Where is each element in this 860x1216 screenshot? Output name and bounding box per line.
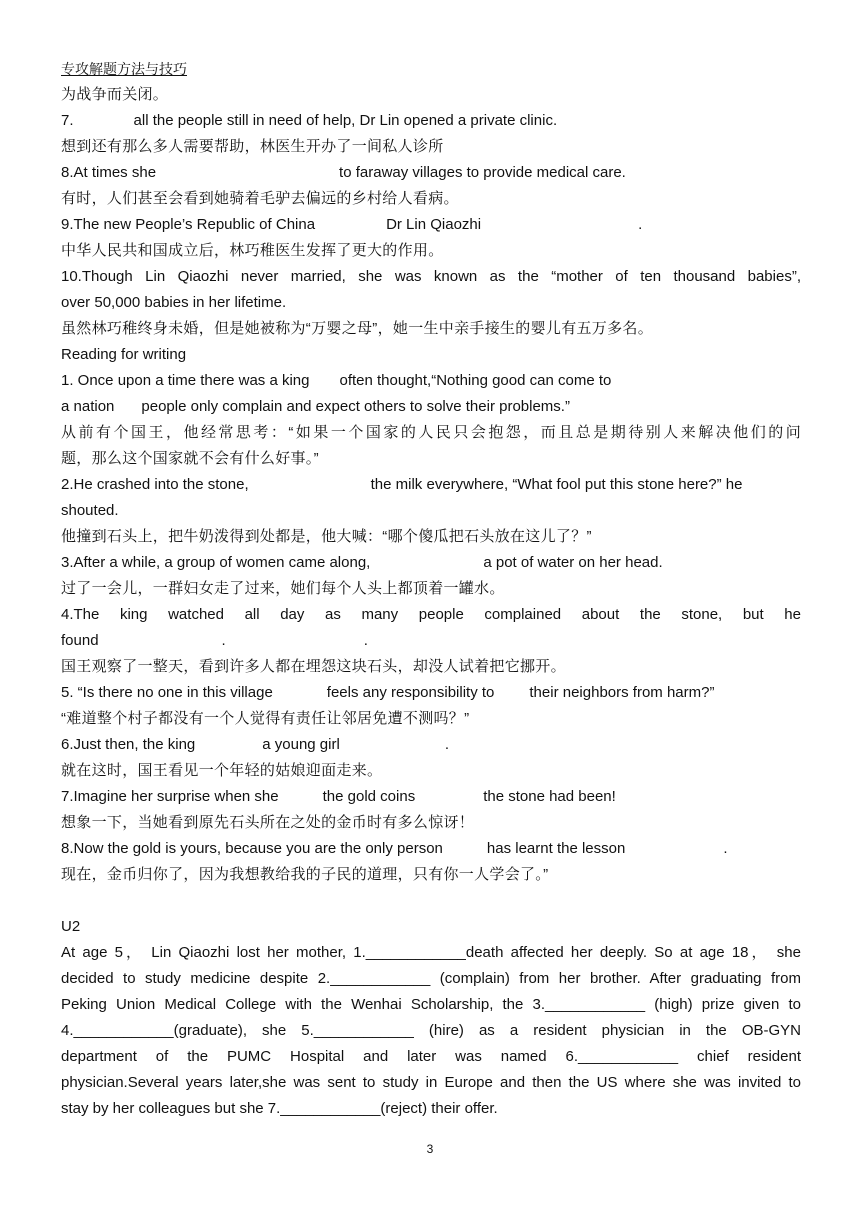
sentence-text: 6.Just then, the king — [61, 736, 196, 753]
passage-line: stay by her colleagues but she 7.____________(reject) their offer. — [61, 1100, 498, 1117]
exercise-line: shouted. — [61, 502, 119, 519]
passage-line: physician.Several years later,she was sent to study in Europe and then the US where she was invited to — [61, 1074, 801, 1091]
sentence-text: 5. “Is there no one in this village — [61, 684, 273, 701]
sentence-text: . — [363, 632, 368, 649]
sentence-text: 3.After a while, a group of women came along, — [61, 554, 371, 571]
sentence-text: a young girl — [262, 736, 340, 753]
exercise-line — [61, 368, 801, 394]
exercise-line — [61, 108, 801, 134]
sentence-text: their neighbors from harm?” — [529, 684, 715, 701]
translation-line: 想到还有那么多人需要帮助，林医生开办了一间私人诊所 — [61, 138, 444, 155]
sentence-text: people only complain and expect others to solve their problems.” — [141, 398, 570, 415]
sentence-text: a pot of water on her head. — [483, 554, 663, 571]
exercise-line — [61, 394, 801, 420]
sentence-text: the stone had been! — [483, 788, 616, 805]
exercise-line — [61, 784, 801, 810]
translation-line: 中华人民共和国成立后，林巧稚医生发挥了更大的作用。 — [61, 242, 444, 259]
sentence-text: Dr Lin Qiaozhi — [386, 216, 482, 233]
exercise-line: over 50,000 babies in her lifetime. — [61, 294, 287, 311]
translation-line: “难道整个村子都没有一个人觉得有责任让邻居免遭不测吗？” — [61, 710, 470, 727]
exercise-line — [61, 680, 801, 706]
translation-line: 现在，金币归你了，因为我想教给我的子民的道理，只有你一人学会了。” — [61, 866, 549, 883]
translation-line: 就在这时，国王看见一个年轻的姑娘迎面走来。 — [61, 762, 383, 779]
sentence-text: 1. Once upon a time there was a king — [61, 372, 310, 389]
blank-line — [61, 888, 801, 914]
passage-line: department of the PUMC Hospital and later was named 6.____________ chief resident — [61, 1048, 801, 1065]
sentence-text: . — [638, 216, 643, 233]
translation-line: 想象一下，当她看到原先石头所在之处的金币时有多么惊讶！ — [61, 814, 475, 831]
sentence-text: to faraway villages to provide medical care. — [339, 164, 626, 181]
page-header: 专攻解题方法与技巧 — [61, 61, 187, 77]
translation-line: 有时，人们甚至会看到她骑着毛驴去偏远的乡村给人看病。 — [61, 190, 459, 207]
exercise-line — [61, 732, 801, 758]
passage-line: At age 5， Lin Qiaozhi lost her mother, 1.____________death affected her deeply. So at age 18， she — [61, 944, 801, 961]
exercise-line — [61, 472, 801, 498]
sentence-text: often thought,“Nothing good can come to — [339, 372, 612, 389]
translation-line: 题，那么这个国家就不会有什么好事。” — [61, 450, 319, 467]
sentence-text: found — [61, 632, 99, 649]
exercise-line — [61, 160, 801, 186]
sentence-text: the gold coins — [322, 788, 416, 805]
sentence-text: . — [221, 632, 226, 649]
passage-line: Peking Union Medical College with the Wenhai Scholarship, the 3.____________ (high) prize given to — [61, 996, 801, 1013]
translation-line: 他撞到石头上，把牛奶泼得到处都是，他大喊：“哪个傻瓜把石头放在这儿了？” — [61, 528, 592, 545]
translation-line: 过了一会儿，一群妇女走了过来，她们每个人头上都顶着一罐水。 — [61, 580, 505, 597]
sentence-text: . — [444, 736, 449, 753]
passage-line: decided to study medicine despite 2.____________ (complain) from her brother. After graduating from — [61, 970, 801, 987]
sentence-text: 7.Imagine her surprise when she — [61, 788, 279, 805]
sentence-text: 8.Now the gold is yours, because you are the only person — [61, 840, 443, 857]
translation-line: 国王观察了一整天，看到许多人都在埋怨这块石头，却没人试着把它挪开。 — [61, 658, 566, 675]
sentence-text: feels any responsibility to — [326, 684, 495, 701]
document-page — [61, 56, 801, 1122]
exercise-line: 10.Though Lin Qiaozhi never married, she was known as the “mother of ten thousand babies”, — [61, 268, 801, 285]
sentence-text: . — [723, 840, 728, 857]
sentence-text: 2.He crashed into the stone, — [61, 476, 249, 493]
sentence-text: the milk everywhere, “What fool put this stone here?” he — [370, 476, 743, 493]
sentence-text: 9.The new People’s Republic of China — [61, 216, 316, 233]
sentence-text: 8.At times she — [61, 164, 157, 181]
exercise-line — [61, 550, 801, 576]
exercise-line — [61, 212, 801, 238]
page-number: 3 — [426, 1142, 434, 1156]
item-number: 7. — [61, 112, 74, 129]
translation-line: 为战争而关闭。 — [61, 86, 169, 103]
unit-heading: U2 — [61, 918, 81, 935]
sentence-text: all the people still in need of help, Dr Lin opened a private clinic. — [133, 112, 558, 129]
sentence-text: a nation — [61, 398, 115, 415]
exercise-line — [61, 836, 801, 862]
sentence-text: has learnt the lesson — [486, 840, 626, 857]
exercise-line: 4.The king watched all day as many people complained about the stone, but he — [61, 606, 801, 623]
section-heading: Reading for writing — [61, 346, 187, 363]
translation-line: 虽然林巧稚终身未婚，但是她被称为“万婴之母”，她一生中亲手接生的婴儿有五万多名。 — [61, 320, 653, 337]
exercise-line — [61, 628, 801, 654]
translation-line: 从前有个国王，他经常思考：“如果一个国家的人民只会抱怨，而且总是期待别人来解决他们的问 — [61, 424, 801, 441]
passage-line: 4.____________(graduate), she 5.____________ (hire) as a resident physician in the OB-GYN — [61, 1022, 801, 1039]
